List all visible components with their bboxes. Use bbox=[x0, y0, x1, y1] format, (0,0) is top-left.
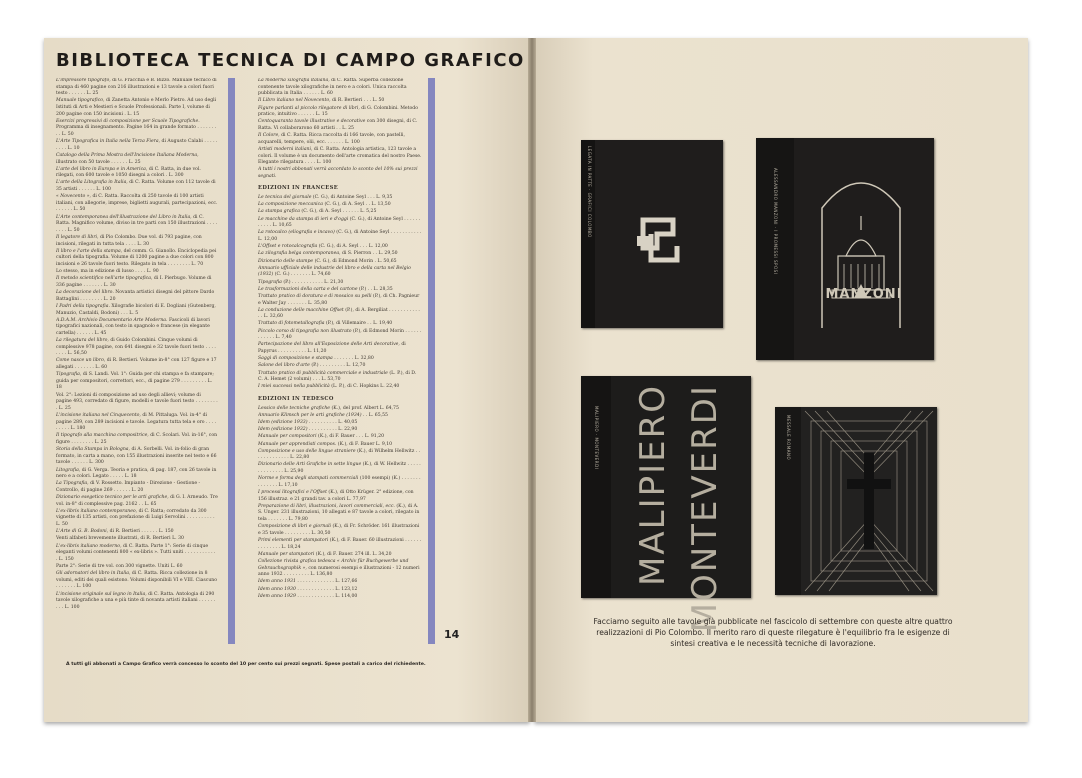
book-title: Norme e forma degli stampati commerciali bbox=[258, 476, 360, 482]
book-details: di R. Bertieri. Volume in-8° con 127 figure e 17 allegati . . . . . . . L. 60 bbox=[56, 358, 217, 371]
book-entry bbox=[258, 321, 422, 328]
book-details: (K.), di F. Bauer . . . L. 91,20 bbox=[318, 434, 385, 440]
book-entry bbox=[56, 119, 218, 139]
book-entry bbox=[258, 504, 422, 524]
book-title: Manuale tipografico, bbox=[56, 98, 106, 104]
book-details: di Pio Colombo. Due vol. di 793 pagine, con incisioni, rilegati in tutta tela . . . . L. 30 bbox=[56, 235, 202, 247]
book-photo-3 bbox=[581, 376, 751, 633]
book-entry bbox=[56, 358, 218, 371]
book-title: L'Arte di G. B. Bodoni, bbox=[56, 529, 110, 535]
book-details: Novanta artistici disegni del pittore Dardo Battaglini . . . . . . . . L. 20 bbox=[56, 290, 215, 302]
book-entry bbox=[56, 98, 218, 118]
book-entry bbox=[56, 447, 218, 467]
book-title: La moderna xilografia italiana, bbox=[258, 78, 332, 83]
book-entry bbox=[258, 202, 422, 209]
book-title: Storia della Stampa in Bologna, bbox=[56, 447, 132, 453]
book-entry bbox=[56, 468, 218, 481]
book-entry bbox=[258, 244, 422, 251]
book-entry bbox=[258, 209, 422, 216]
book-entry bbox=[258, 259, 422, 266]
book-title: Il metodo scientifico nell'arte tipografica, bbox=[56, 276, 154, 282]
book-details: di C. Ratta. Raccolta di 250 tavole di 100 artisti italiani, con allegorie, imprese, biglietti augurali, partecipazioni, ecc. . . . . . . L. 50 bbox=[56, 194, 218, 213]
book-entry bbox=[258, 552, 422, 559]
book-title: L'ex-libris italiano contemporaneo, bbox=[56, 508, 139, 514]
book-details: (C. G.), di A. Seyl . . . L. 12,00 bbox=[318, 244, 388, 250]
book-title: Idem (edizione 1932) bbox=[258, 427, 309, 433]
book-title: Preparazione di libri, illustrazioni, lavori commerciali, ecc. bbox=[258, 503, 397, 509]
book-entry bbox=[258, 251, 422, 258]
book-entry bbox=[258, 384, 422, 391]
book-entry bbox=[56, 249, 218, 269]
book-entry bbox=[56, 338, 218, 358]
geometric-emblem-icon bbox=[581, 140, 723, 328]
book-details: di Guido Colombini. Cinque volumi di complessive 978 pagine, con 641 disegni e 32 tavole fuori testo . . . . . . . . L. 56,50 bbox=[56, 338, 216, 357]
book-details: di C. Ratta. Ricca raccolta di 166 tavole, con pastelli, acquarelli, tempere, olii, ecc. . . . . . . L. 100 bbox=[258, 133, 405, 145]
book-details: di I. Pierbugo. Volume di 336 pagine . . . . . . . L. 30 bbox=[56, 276, 212, 288]
book-details: (C. G.), di Antoine Seyl . . . L. 9,35 bbox=[312, 195, 393, 201]
book-entry bbox=[56, 571, 218, 591]
book-entry bbox=[258, 98, 422, 105]
book-entry bbox=[258, 434, 422, 441]
book-cover-title: MANZONI bbox=[825, 287, 903, 302]
book-title: Esercizi progressivi di composizione per Scuole Tipografiche. bbox=[56, 118, 200, 124]
book-title: Composizione e uso delle lingue straniere bbox=[258, 448, 358, 454]
book-details: di C. Ratta. Antologia artistica, 123 tavole a colori. Il volume è un documento dell'arte cromatica del nostro Paese. Elegante rilegatura . . . . L. 100 bbox=[258, 146, 422, 166]
book-entry bbox=[56, 194, 218, 214]
book-title: Come nasce un libro, bbox=[56, 358, 107, 364]
book-title: Gli adornatori del libro in Italia, bbox=[56, 571, 132, 577]
book-details: con numerosi esempi e illustrazioni - 12 numeri anno 1932 . . . . . . . . . L. 136,80 bbox=[258, 565, 420, 578]
book-title: L'ex-libris italiano moderno, bbox=[56, 543, 123, 549]
book-details: (P.), di Edmond Morin . . . . . . . . . . . . L. 7,40 bbox=[258, 328, 422, 341]
book-title: L'incisione originale sul legno in Italia, bbox=[56, 591, 149, 597]
book-cover-subtitle: MONTEVERDI bbox=[685, 384, 725, 633]
book-title: Il tipografo alla macchina compositrice, bbox=[56, 433, 151, 439]
book-cover-title: MALIPIERO bbox=[633, 384, 673, 586]
book-entry bbox=[258, 167, 422, 180]
book-title: Composizione di libri e giornali bbox=[258, 524, 333, 530]
book-title: Trattato pratico di doratura e di mosaico su pelli bbox=[258, 293, 374, 299]
book-title: La zilografia belga contemporanea, bbox=[258, 251, 342, 257]
book-title: Il Libro italiano nel Novecento, bbox=[258, 98, 333, 104]
book-entry bbox=[258, 442, 422, 449]
book-title: I miei successi nella pubblicità bbox=[258, 384, 332, 390]
book-entry bbox=[56, 413, 218, 433]
book-title: Primi elementi per stampatori bbox=[258, 537, 330, 543]
book-details: Xilografie bicolori di E. Dogliani (Gutenberg, Manuzio, Castaldi, Bodoni) . . . L. 5 bbox=[56, 303, 216, 316]
temple-illustration-icon bbox=[756, 138, 934, 360]
book-details: Vol. 2°: Lezioni di composizione ad uso degli allievi; volume di pagine 493, corredato di figure, modelli e tavole fuori testo . . . . . . . . . L. 25 bbox=[56, 392, 218, 411]
book-title: Piccolo corso di tipografia non illustrato bbox=[258, 328, 354, 334]
book-details: (C. G.), di A. Seyl . . . . . . L. 5,25 bbox=[301, 209, 377, 215]
book-details: . . . . . . . . . . . . . L. 127,66 bbox=[297, 579, 358, 585]
book-entry bbox=[258, 280, 422, 287]
book-entry bbox=[56, 592, 218, 612]
book-entry bbox=[56, 153, 218, 166]
book-title: Manuale per apprendisti compos. bbox=[258, 441, 338, 447]
book-photo-2 bbox=[756, 138, 934, 360]
accent-bar-right bbox=[428, 78, 435, 644]
book-title: Manuale per compositori bbox=[258, 434, 319, 440]
book-details: (K.), del prof. Albert L. 64,75 bbox=[331, 405, 399, 411]
book-title: L'Offset e rotocalcografia bbox=[258, 244, 319, 250]
book-details: di R. Bertieri . . . . . . L. 150 bbox=[109, 529, 174, 535]
book-title: Il Colore, bbox=[258, 133, 282, 139]
book-details: di C. Scolari. Vol. in-16°, con figure . . . . . . . . L. 25 bbox=[56, 433, 218, 445]
book-title: La Tipografia, bbox=[56, 481, 91, 487]
book-title: L'arte del libro in Europa e in America, bbox=[56, 166, 149, 172]
book-entry bbox=[56, 529, 218, 536]
book-entry bbox=[258, 462, 422, 475]
book-details: di C. Ratta; corredato da 300 vignette di 135 artisti, con prefazione di Luigi Servolini . . . . . . . . . . L. 50 bbox=[56, 508, 215, 528]
book-title: Le trasformazioni della carta e del cartone bbox=[258, 286, 360, 292]
book-entry bbox=[258, 406, 422, 413]
photo-caption: Facciamo seguito alle tavole già pubblicate nel fascicolo di settembre con queste altre quattro realizzazioni di Pio Colombo. Il merito raro di queste rilegature è l'equilibrio fra le esigenze di sintesi creativa e le necessità tecniche di lavorazione. bbox=[593, 617, 953, 648]
book-details: di V. Rossetto. Impianto - Direzione - Gestione - Controllo, di pagine 269 . . . . . . L. 20 bbox=[56, 481, 201, 493]
book-list-column-2 bbox=[258, 78, 422, 638]
book-entry bbox=[258, 476, 422, 489]
book-spine-label: ALESSANDRO MANZONI · I PROMESSI SPOSI bbox=[773, 168, 778, 275]
book-entry bbox=[56, 372, 218, 392]
book-entry bbox=[258, 538, 422, 551]
book-title: L'impressore tipografo, bbox=[56, 78, 113, 83]
book-details: . . . . . . . L. 32,80 bbox=[334, 356, 374, 362]
book-title: Annuario Klimsch per le arti grafiche (1934) bbox=[258, 412, 363, 418]
book-details: di C. Ratta, in due vol. rilegati, con 600 tavole e 1050 disegni a colori . L. 300 bbox=[56, 166, 201, 179]
cross-pattern-icon bbox=[775, 407, 937, 595]
book-title: Le tecnica del giornale bbox=[258, 195, 313, 201]
book-title: Litografia, bbox=[56, 467, 82, 473]
book-title: A tutti i nostri abbonati verrà accordato lo sconto del 10% sui prezzi segnati. bbox=[258, 167, 418, 179]
book-title: I processi litografici e l'Offset bbox=[258, 490, 329, 496]
book-details: (C. G.), di Edmond Morin . L. 50,65 bbox=[314, 258, 397, 264]
book-details: (K.), di F. Bauer L. 9,10 bbox=[337, 441, 393, 447]
book-title: Centoquaranta tavole illustrative e decorative bbox=[258, 119, 367, 125]
book-details: (P.), di Ch. Pagnieur e Walter Jay . . . . . . . L. 35,80 bbox=[258, 293, 420, 306]
book-entry bbox=[56, 269, 218, 276]
book-entry bbox=[258, 342, 422, 355]
book-details: (100 esempi) (K.) . . . . . . . . . . . . . . L. 17,10 bbox=[258, 476, 421, 488]
book-title: Idem anno 1929 bbox=[258, 593, 298, 599]
book-details: di Augusto Calabi . . . . . . . . . L. 10 bbox=[56, 139, 218, 151]
book-title: La composizione meccanica bbox=[258, 202, 325, 208]
book-title: L'Arte Tipografica in Italia nella Terza Fiera, bbox=[56, 139, 162, 145]
book-entry bbox=[56, 509, 218, 529]
book-details: con 300 disegni, di C. Ratta. Vi collaborarono 60 artisti . . L. 25 bbox=[258, 119, 418, 131]
book-title: Artisti moderni italiani, bbox=[258, 146, 314, 152]
book-details: Parte 2°: Serie di tre vol. con 300 vignette. Uniti L. 60 bbox=[56, 563, 183, 569]
book-title: Partecipazione del libro all'Esposizione delle Arti decorative, bbox=[258, 342, 402, 348]
section-heading: EDIZIONI IN FRANCESE bbox=[258, 185, 339, 192]
book-entry bbox=[56, 544, 218, 564]
book-entry bbox=[56, 393, 218, 413]
page-gutter bbox=[528, 38, 536, 722]
book-entry bbox=[258, 371, 422, 384]
book-details: (K.), di A. S. Unger. 231 illustrazioni, 10 allegati e 87 tavole a colori, rilegato in tela . . . . . . . L. 79,80 bbox=[258, 503, 420, 522]
book-title: Dizionario esegetico tecnico per le arti grafiche, bbox=[56, 495, 171, 501]
book-entry bbox=[258, 420, 422, 427]
book-entry bbox=[258, 329, 422, 342]
book-details: di S. Pierron . . L. 29,50 bbox=[341, 251, 398, 257]
book-details: di G. Verga. Teoria e pratica, di pag. 187, con 26 tavole in nero e a colori. Legato . . . . . L. 18 bbox=[56, 467, 217, 480]
book-details: di G. Fracchia e B. Bizzo. Manuale tecnico di stampa di 460 pagine con 216 illustrazioni e 13 tavole a colori fuori testo . . . . . . L. 25 bbox=[56, 78, 217, 97]
footnote: A tutti gli abbonati a Campo Grafico verrà concesso lo sconto del 10 per cento sui prezzi segnati. Spese postali a carico del richiedente. bbox=[66, 662, 426, 667]
book-details: (P.), di A. Bergiliat . . . . . . . . . . . . . L. 32,60 bbox=[258, 307, 420, 320]
book-title: Lessico delle tecniche grafiche bbox=[258, 405, 332, 411]
book-entry bbox=[56, 276, 218, 289]
book-title: Idem anno 1930 bbox=[258, 586, 298, 592]
book-title: L'Arte contemporanea dell'illustrazione del Libro in Italia, bbox=[56, 214, 194, 220]
book-photo-4 bbox=[775, 407, 937, 595]
book-entry bbox=[258, 413, 422, 420]
book-title: La stampa grafica bbox=[258, 209, 302, 215]
book-details: di C. Ratta. Volume con 112 tavole di 35 artisti . . . . . . L. 100 bbox=[56, 180, 216, 193]
book-entry bbox=[258, 106, 422, 119]
book-entry bbox=[56, 167, 218, 180]
book-title: Idem (edizione 1933) bbox=[258, 419, 309, 425]
book-details: (K.), di F. Bauer. 60 illustrazioni . . . . . . . . . . . . . . L. 18,24 bbox=[258, 537, 422, 550]
book-entry bbox=[56, 180, 218, 193]
book-details: . . . . . . . . . . L. 40,05 bbox=[308, 419, 358, 425]
section-heading: EDIZIONI IN TEDESCO bbox=[258, 395, 334, 402]
book-details: (L. P.), di C. Hopkins L. 22,40 bbox=[331, 384, 400, 390]
accent-bar-left bbox=[228, 78, 235, 644]
book-entry bbox=[258, 266, 422, 279]
book-entry bbox=[258, 217, 422, 230]
book-entry bbox=[258, 230, 422, 243]
book-entry bbox=[56, 290, 218, 303]
book-spine-label: LEGATA IN PATTE · GRAFICI COLOMBO bbox=[587, 146, 592, 238]
book-title: Saggi di composizione e stampa bbox=[258, 356, 335, 362]
book-details: Programma di insegnamento. Pagine 164 in grande formato . . . . . . . . . L. 50 bbox=[56, 125, 217, 137]
book-details: (K.), di F. Bauer. 274 ill. L. 34,20 bbox=[315, 551, 392, 557]
book-entry bbox=[56, 536, 218, 543]
book-entry bbox=[56, 215, 218, 235]
book-title: « Novecento », bbox=[56, 194, 93, 200]
book-details: (P.) . . . . . . . . . L. 12,70 bbox=[311, 363, 366, 369]
book-title: La conduzione delle macchine Offset bbox=[258, 307, 346, 313]
book-title: Dizionario delle Arti Grafiche in sette lingue bbox=[258, 462, 363, 468]
book-entry bbox=[258, 427, 422, 434]
book-entry bbox=[258, 490, 422, 503]
book-details: . . . . . . . . . . L. 22,90 bbox=[308, 427, 358, 433]
book-entry bbox=[258, 449, 422, 462]
book-details: di C. Ratta. Magnifico volume, diviso in tre parti con 150 illustrazioni . . . . . . . . L. 50 bbox=[56, 214, 218, 233]
book-details: Lo stesso, ma in edizione di lusso . . . . L. 90 bbox=[56, 269, 159, 275]
book-entry bbox=[56, 433, 218, 446]
book-details: (K.), di W. Hellwitz . . . . . . . . . . . . . . L. 25,90 bbox=[258, 462, 421, 475]
book-details: (K.), di Fr. Schröder. 161 illustrazioni e 35 tavole . . . . . . . . . L. 30,50 bbox=[258, 524, 420, 536]
book-details: (P.) . . . . . . . . . . . L. 21,30 bbox=[283, 279, 344, 285]
book-details: (L. P.), di D. C. A. Hemet (2 volumi) . . . L. 53,70 bbox=[258, 370, 417, 383]
book-entry bbox=[56, 495, 218, 508]
book-title: Il libro e l'arte della stampa, bbox=[56, 248, 124, 254]
book-details: di M. Pittaluga. Vol. in-4° di pagine 289, con 289 incisioni e tavole. Legatura tutta tela e oro . . . . . . . . . L. 180 bbox=[56, 412, 217, 432]
book-title: Le macchine da stampa di ieri e d'oggi bbox=[258, 216, 350, 222]
book-title: L'incisione italiana nel Cinquecento, bbox=[56, 412, 143, 418]
book-entry bbox=[56, 304, 218, 317]
book-entry bbox=[258, 119, 422, 132]
book-entry bbox=[258, 524, 422, 537]
book-entry bbox=[258, 78, 422, 98]
book-entry bbox=[258, 363, 422, 370]
book-title: Figure parlanti al piccolo rilegatore di libri, bbox=[258, 105, 362, 111]
book-title: Dizionario delle stampe bbox=[258, 258, 315, 264]
book-entry bbox=[258, 133, 422, 146]
book-details: del comm. G. Gianollo. Enciclopedia pei cultori della tipografia. Volume di 1200 pagine a due colori con 800 incisioni e 26 tavole fuori testo. Rilegato in tela . . . . . . . . L. 70 bbox=[56, 248, 217, 267]
book-details: di C. Ratta. Ricca collezione in 8 volumi, editi dei quali esistono. Volumi disponibili VI e VIII. Ciascuno . . . . . . . L. 100 bbox=[56, 571, 218, 590]
book-details: (C. G.), di A. Seyl . . L. 13,50 bbox=[324, 202, 391, 208]
book-details: Fascicoli di lavori tipografici nazionali, con testo in spagnolo e francese (in elegante cartella) . . . . . . L. 45 bbox=[56, 317, 210, 336]
book-details: . . . . . . . . . . . . . L. 114,00 bbox=[297, 593, 358, 599]
book-title: Trattato di fotometallografia bbox=[258, 321, 326, 327]
book-entry bbox=[258, 308, 422, 321]
book-title: A.D.A.M. Archivio Documentario Arte Moderna. bbox=[56, 317, 169, 323]
book-details: di S. Landi. Vol. 1°: Guida per chi stampa e fa stampare; guida per compositori, correttori, ecc., di pagine 279 . . . . . . . . . L. 18 bbox=[56, 372, 214, 391]
book-entry bbox=[56, 318, 218, 338]
book-details: (C. G.) . . . . . . . L. 74,60 bbox=[274, 272, 331, 278]
book-details: di R. Bertieri . . . L. 50 bbox=[332, 98, 385, 104]
book-details: di Zanetta Antonio e Merlo Pietro. Ad uso degli Istituti di Arti e Mestieri e Scuole Professionali. Parte I, volume di 200 pagine con 150 incisioni . L. 15 bbox=[56, 98, 217, 117]
book-list-column-1 bbox=[56, 78, 218, 638]
book-title: Collezione rivista grafica tedesca « Archiv für Buchgewerbe und Gebrauchsgraphik », bbox=[258, 558, 409, 571]
book-entry bbox=[258, 356, 422, 363]
book-details: di C. Ratta. Antologia di 290 tavole xilografiche a una e più tinte di novanta artisti italiani . . . . . . . . . L. 100 bbox=[56, 591, 216, 610]
book-details: . . L. 65,55 bbox=[362, 412, 388, 418]
book-photo-1 bbox=[581, 140, 723, 328]
book-details: . . . . . . . . . . . . . L. 123,12 bbox=[297, 586, 358, 592]
book-entry bbox=[258, 579, 422, 586]
book-title: Tipografia, bbox=[56, 372, 83, 378]
book-entry bbox=[258, 294, 422, 307]
book-details: di C. Ratta. Parte 1°: Serie di cinque eleganti volumi contenenti 800 « ex-libris ». Tutti uniti . . . . . . . . . . . . L. 150 bbox=[56, 543, 216, 562]
book-entry bbox=[56, 481, 218, 494]
book-title: L'arte della Litografia in Italia, bbox=[56, 180, 130, 186]
book-details: Venti alfabeti brevemente illustrati, di R. Bertieri L. 30 bbox=[56, 536, 184, 542]
book-title: Tipografia bbox=[258, 279, 284, 285]
book-title: Il legatore di libri, bbox=[56, 235, 100, 240]
book-entry bbox=[56, 139, 218, 152]
book-details: (K.), di Otto Krüger. 2° edizione, con 156 illustraz. e 21 grandi tav. a colori L. 77,97 bbox=[258, 490, 414, 502]
book-details: illustrato con 50 tavole . . . . . . L. 25 bbox=[56, 159, 141, 165]
book-details: (K.), di Wilhelm Hellwitz . . . . . . . . . . . . . L. 22,80 bbox=[258, 448, 421, 461]
book-title: Annuario ufficiale delle industrie del libro e della carta nel Belgio (1932) bbox=[258, 265, 411, 278]
page-number: 14 bbox=[444, 628, 460, 641]
book-details: (C. G.), di Antoine Seyl . . . . . . . . . . . L. 12,00 bbox=[258, 230, 422, 242]
book-entry bbox=[258, 147, 422, 167]
book-details: (P.), di Villemaire . . L. 19,40 bbox=[325, 321, 393, 327]
book-entry bbox=[258, 587, 422, 594]
book-entry bbox=[258, 559, 422, 579]
book-details: di Papyrus . . . . . . . . . . L. 11,20 bbox=[258, 342, 406, 355]
book-details: (P.) . . L. 28,35 bbox=[359, 286, 393, 292]
book-title: La rotocalco (eliografia e incavo) bbox=[258, 230, 337, 236]
book-title: I Padri della tipografia. bbox=[56, 303, 112, 309]
book-title: La rilegatura del libro, bbox=[56, 338, 111, 344]
book-details: di C. Ratta. Superba collezione contenente tavole xilografiche in nero e a colori. Unica raccolta pubblicata in Italia . . . . . . L. 60 bbox=[258, 78, 407, 97]
book-spine-label: MESSALE ROMANO bbox=[786, 415, 791, 461]
book-details: di G. I. Arneudo. Tre vol. in-8° di complessive pag. 2162 . . L. 65 bbox=[56, 495, 218, 507]
book-entry bbox=[258, 195, 422, 202]
book-spine-label: MALIPIERO · MONTEVERDI bbox=[594, 406, 599, 470]
book-details: di A. Sorbelli. Vol. in-folio di gran formato, in carta a mano, con 155 illustrazioni inserite nel testo e 66 tavole . . . . . . L. 300 bbox=[56, 447, 217, 466]
book-title: Manuale per stampatori bbox=[258, 551, 316, 557]
book-entry bbox=[56, 235, 218, 248]
book-entry bbox=[56, 78, 218, 98]
page-title: BIBLIOTECA TECNICA DI CAMPO GRAFICO bbox=[56, 50, 525, 71]
book-title: Trattato pratico di pubblicità commerciale e industriale bbox=[258, 370, 390, 376]
book-title: Catalogo della Prima Mostra dell'Incisione Italiana Moderna, bbox=[56, 152, 199, 158]
book-entry bbox=[258, 287, 422, 294]
book-title: Salone del libro d'arte bbox=[258, 363, 312, 369]
book-details: (C. G.), di Antoine Seyl . . . . . . . . . . . L. 10,65 bbox=[258, 216, 421, 229]
book-entry bbox=[56, 564, 218, 571]
book-title: Idem anno 1931 bbox=[258, 579, 298, 585]
book-title: La decorazione del libro. bbox=[56, 290, 116, 296]
book-details: di G. Colombini. Metodo pratico, intuitivo . . . . . . L. 15 bbox=[258, 105, 418, 118]
book-entry bbox=[258, 594, 422, 601]
